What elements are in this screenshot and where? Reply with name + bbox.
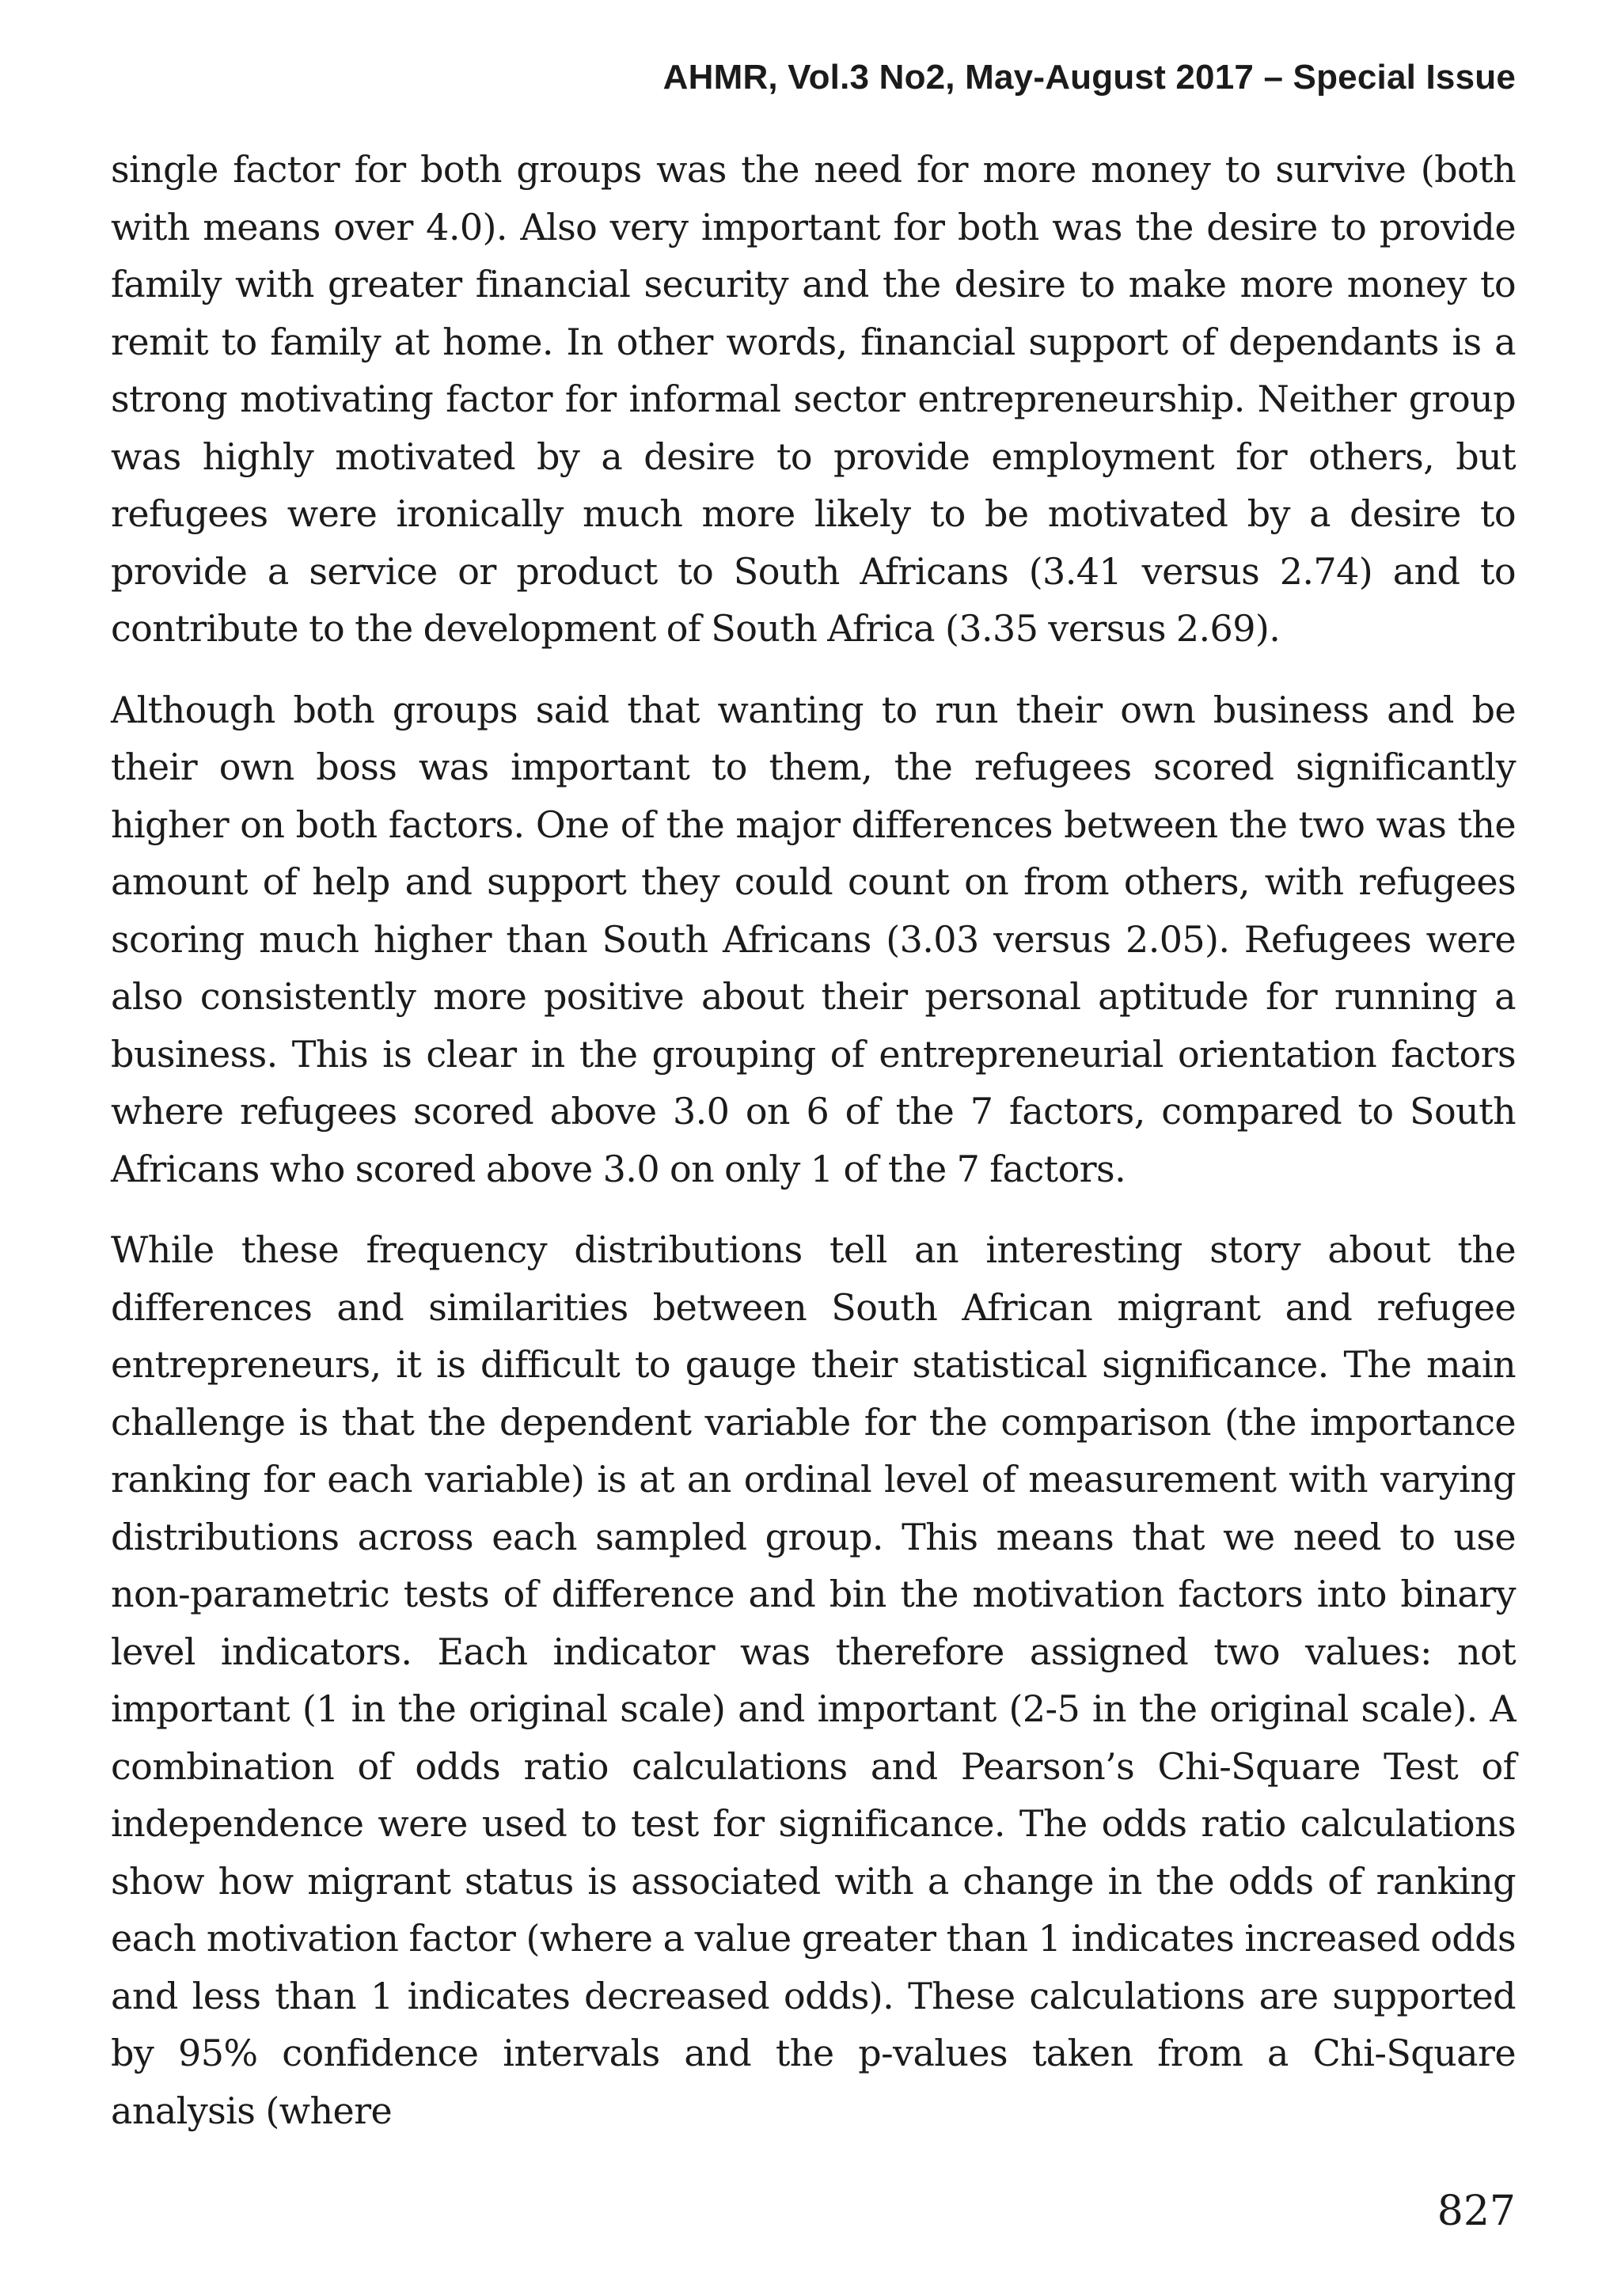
article-body xyxy=(111,141,1516,2163)
body-paragraph-2: Although both groups said that wanting to run their own business and be their own boss was important to them, the refugees scored significantly higher on both factors. One of the major differences between the two was the amount of help and support they could count on from others, with refugees scoring much higher than South Africans (3.03 versus 2.05). Refugees were also consistently more positive about their personal aptitude for running a business. This is clear in the grouping of entrepreneurial orientation factors where refugees scored above 3.0 on 6 of the 7 factors, compared to South Africans who scored above 3.0 on only 1 of the 7 factors. xyxy=(111,688,1516,1190)
running-header: AHMR, Vol.3 No2, May-August 2017 – Special Issue xyxy=(662,58,1516,97)
page-number: 827 xyxy=(1437,2188,1516,2235)
body-paragraph-3: While these frequency distributions tell an interesting story about the differences and similarities between South African migrant and refugee entrepreneurs, it is difficult to gauge their statistical significance. The main challenge is that the dependent variable for the comparison (the importance ranking for each variable) is at an ordinal level of measurement with varying distributions across each sampled group. This means that we need to use non-parametric tests of difference and bin the motivation factors into binary level indicators. Each indicator was therefore assigned two values: not important (1 in the original scale) and important (2-5 in the original scale). A combination of odds ratio calculations and Pearson’s Chi-Square Test of independence were used to test for significance. The odds ratio calculations show how migrant status is associated with a change in the odds of ranking each motivation factor (where a value greater than 1 indicates increased odds and less than 1 indicates decreased odds). These calculations are supported by 95% confidence intervals and the p-values taken from a Chi-Square analysis (where xyxy=(111,1228,1516,2132)
body-paragraph-1: single factor for both groups was the need for more money to survive (both with means over 4.0). Also very important for both was the desire to provide family with greater financial security and the desire to make more money to remit to family at home. In other words, financial support of dependants is a strong motivating factor for informal sector entrepreneurship. Neither group was highly motivated by a desire to provide employment for others, but refugees were ironically much more likely to be motivated by a desire to provide a service or product to South Africans (3.41 versus 2.74) and to contribute to the development of South Africa (3.35 versus 2.69). xyxy=(111,148,1516,650)
